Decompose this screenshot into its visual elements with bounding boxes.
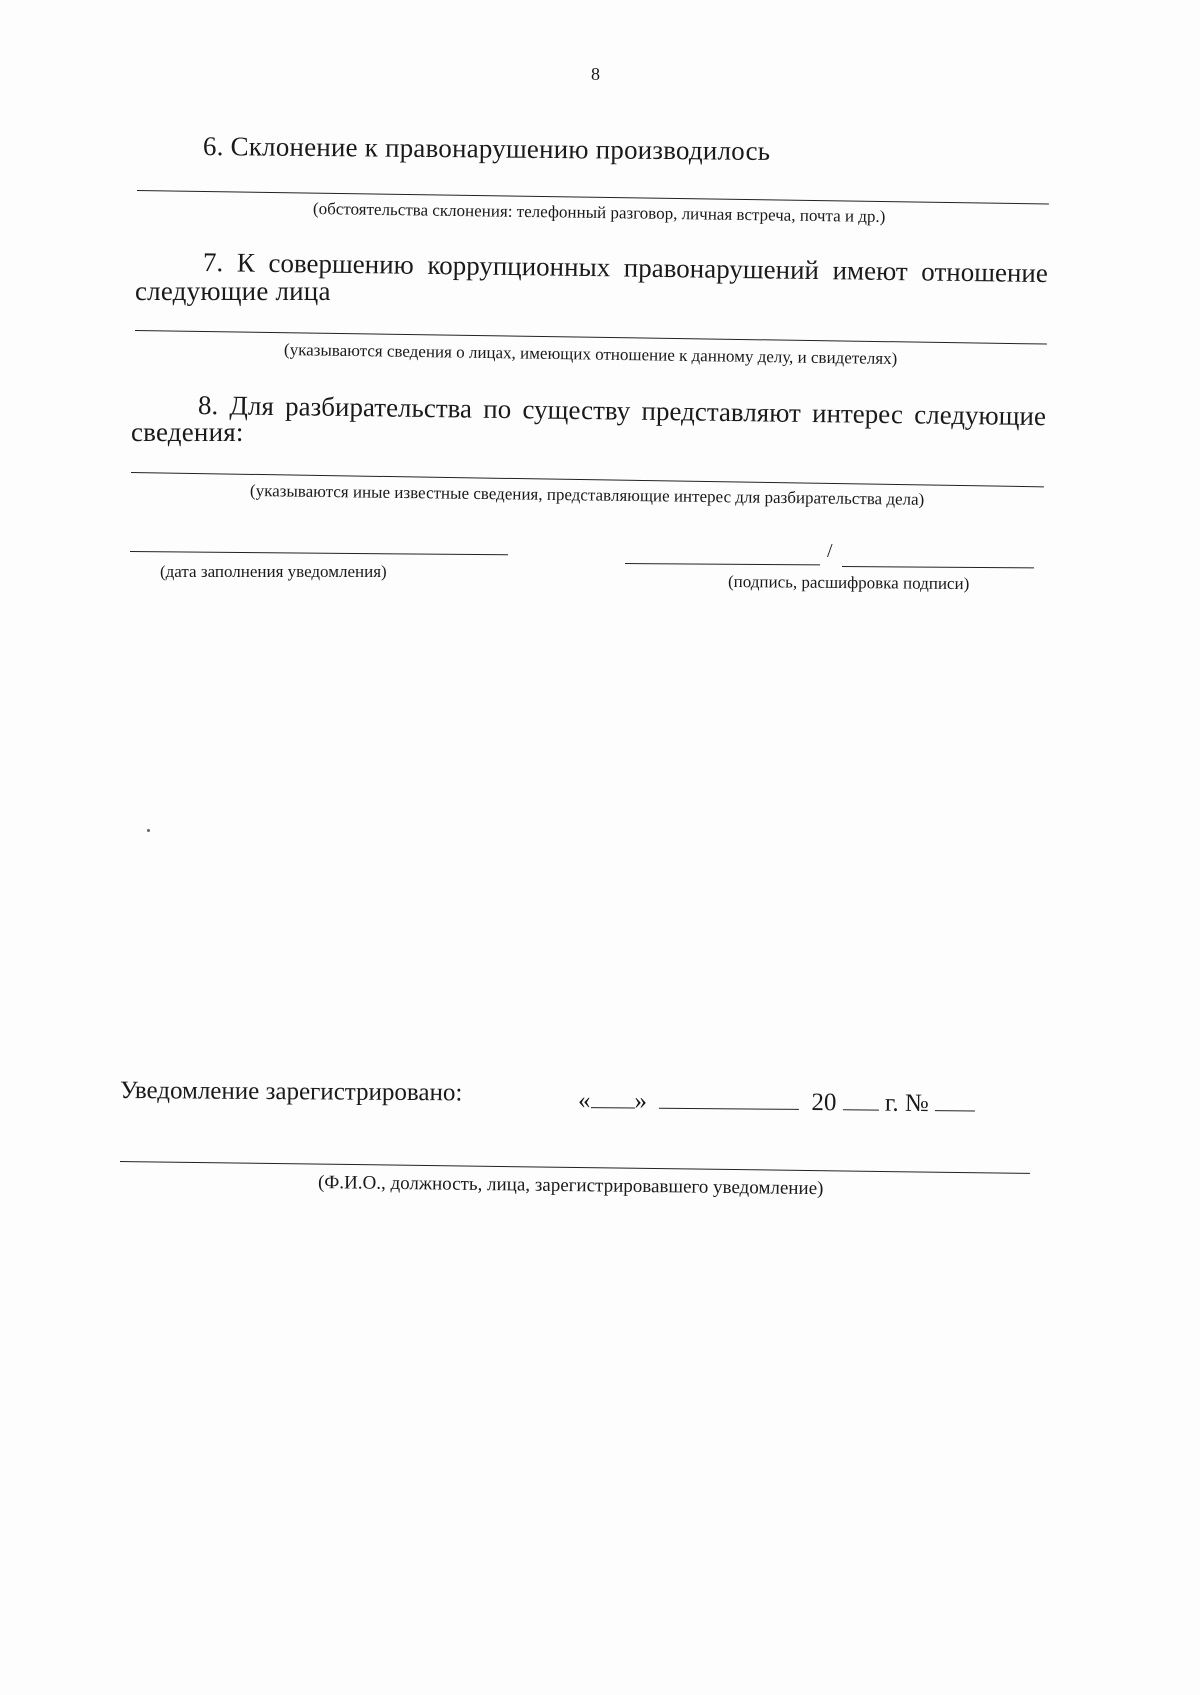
section-7-word: 7. bbox=[202, 247, 224, 278]
section-6-caption: (обстоятельства склонения: телефонный разговор, личная встреча, почта и др.) bbox=[312, 199, 886, 226]
section-8-word: Для bbox=[229, 390, 275, 421]
year-field[interactable] bbox=[843, 1089, 879, 1110]
section-8-heading-line2: сведения: bbox=[131, 417, 244, 447]
signature-caption: (подпись, расшифровка подписи) bbox=[727, 572, 970, 594]
page-number: 8 bbox=[591, 64, 600, 84]
signature-decoding-fill-line[interactable] bbox=[842, 566, 1034, 568]
section-7-word: отношение bbox=[921, 256, 1049, 289]
section-7-fill-line[interactable] bbox=[135, 330, 1047, 345]
section-7-word: правонарушений bbox=[623, 252, 820, 286]
section-7-word: имеют bbox=[832, 255, 908, 287]
registration-date-number bbox=[578, 1087, 975, 1118]
scan-speck bbox=[147, 829, 150, 832]
section-8-word: 8. bbox=[197, 390, 219, 421]
section-8-word: по bbox=[483, 393, 512, 425]
registration-number-field[interactable] bbox=[935, 1090, 975, 1111]
year-prefix: 20 bbox=[811, 1089, 837, 1117]
section-7-word: К bbox=[236, 247, 256, 278]
section-7-word: совершению bbox=[268, 247, 415, 280]
section-8-word: представляют bbox=[641, 395, 802, 428]
registrar-caption: (Ф.И.О., должность, лица, зарегистрировавшего уведомление) bbox=[317, 1172, 824, 1200]
registration-label: Уведомление зарегистрировано: bbox=[119, 1077, 463, 1107]
section-7-heading-line2: следующие лица bbox=[135, 276, 331, 306]
signature-slash: / bbox=[827, 540, 833, 562]
section-8-word: разбирательства bbox=[284, 391, 473, 424]
year-suffix-number-label: г. № bbox=[884, 1089, 929, 1118]
section-7-word: коррупционных bbox=[427, 249, 611, 283]
signature-fill-line[interactable] bbox=[625, 563, 820, 565]
section-8-word: следующие bbox=[914, 399, 1047, 432]
quote-close: » bbox=[634, 1087, 648, 1115]
quote-open: « bbox=[577, 1087, 591, 1115]
section-6-heading: 6. Склонение к правонарушению производилось bbox=[202, 131, 771, 166]
section-8-heading bbox=[198, 390, 1046, 432]
month-field[interactable] bbox=[659, 1088, 799, 1110]
section-8-caption: (указываются иные известные сведения, представляющие интерес для разбирательства дела) bbox=[249, 481, 925, 509]
section-8-word: интерес bbox=[811, 398, 904, 430]
day-field[interactable] bbox=[590, 1087, 634, 1108]
date-caption: (дата заполнения уведомления) bbox=[160, 562, 387, 581]
registrar-fill-line[interactable] bbox=[120, 1161, 1030, 1174]
section-7-caption: (указываются сведения о лицах, имеющих отношение к данному делу, и свидетелях) bbox=[283, 340, 898, 369]
section-8-word: существу bbox=[522, 394, 631, 426]
date-fill-line[interactable] bbox=[130, 551, 508, 555]
